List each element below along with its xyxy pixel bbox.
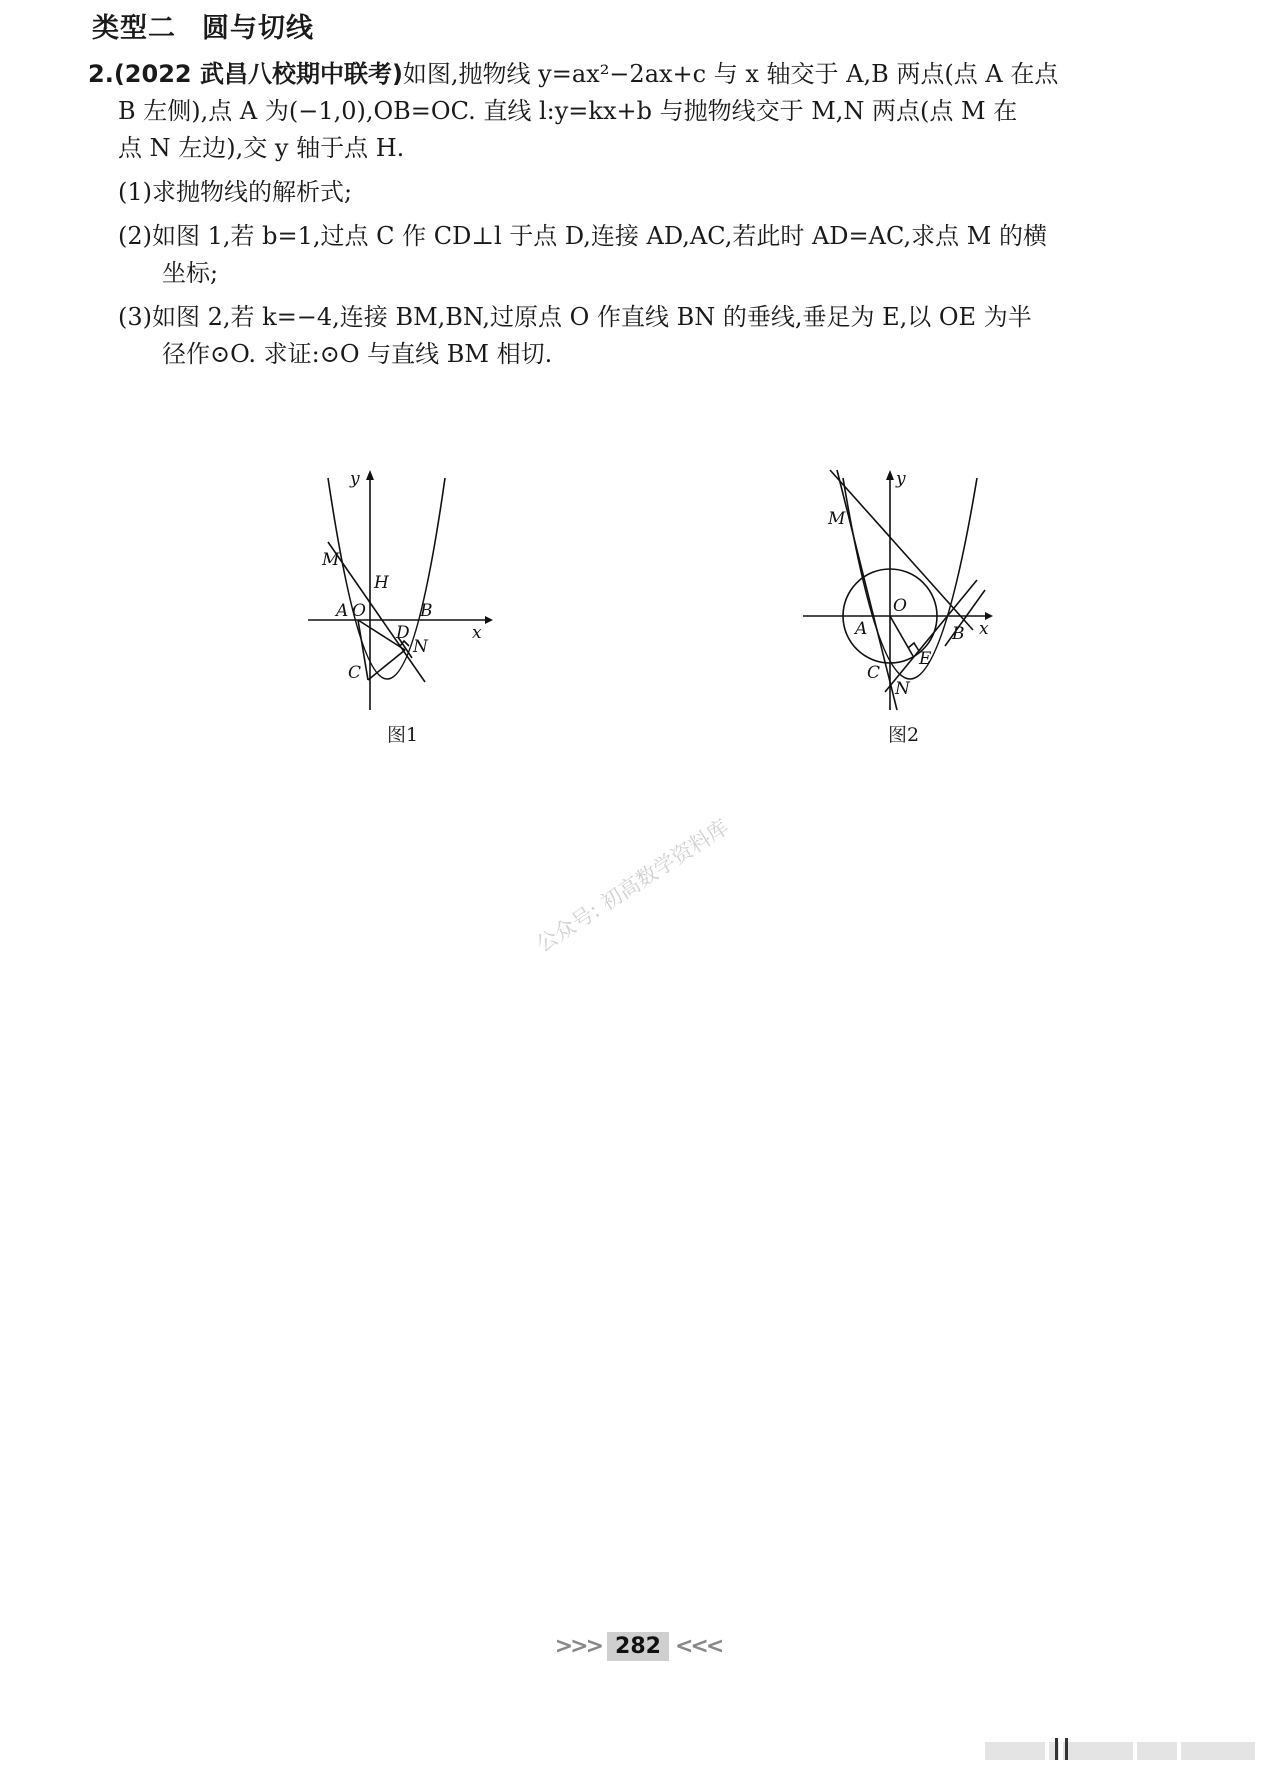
stem-line-3: 点 N 左边),交 y 轴于点 H. <box>118 134 405 162</box>
fig2-label-c: C <box>867 663 881 683</box>
problem-block <box>88 56 1200 373</box>
part-2-line-2: 坐标; <box>162 259 219 287</box>
page-arrows-left: >>> <box>554 1634 602 1659</box>
scan-barcode-mark <box>985 1738 1255 1760</box>
fig1-label-o: O <box>352 601 366 621</box>
part-2 <box>88 218 1200 292</box>
page-arrows-right: <<< <box>674 1634 722 1659</box>
section-title <box>92 6 314 45</box>
part-3-line-1: (3)如图 2,若 k=−4,连接 BM,BN,过原点 O 作直线 BN 的垂线,垂足为 E,以 OE 为半 <box>118 303 1032 331</box>
stem-line-2: B 左侧),点 A 为(−1,0),OB=OC. 直线 l:y=kx+b 与抛物线交于 M,N 两点(点 M 在 <box>118 97 1018 125</box>
fig1-label-x: x <box>472 623 482 643</box>
fig2-label-a: A <box>855 619 868 639</box>
fig1-label-y: y <box>350 469 360 489</box>
part-1-text: (1)求抛物线的解析式; <box>118 178 353 206</box>
section-title-text: 圆与切线 <box>202 13 314 44</box>
figure-2-caption: 图2 <box>888 724 920 746</box>
fig1-label-h: H <box>374 573 389 593</box>
fig2-segment-oe <box>890 616 913 656</box>
stem-line-1: 如图,抛物线 y=ax²−2ax+c 与 x 轴交于 A,B 两点(点 A 在点 <box>402 60 1059 88</box>
page-number-block <box>548 1632 728 1661</box>
fig2-label-n: N <box>895 679 910 699</box>
page-number: 282 <box>607 1632 669 1661</box>
fig1-x-arrow <box>485 616 493 624</box>
watermark: 公众号: 初高数学资料库 <box>532 814 733 957</box>
problem-source: (2022 武昌八校期中联考) <box>113 60 403 88</box>
part-3 <box>88 299 1200 373</box>
part-3-line-2: 径作⊙O. 求证:⊙O 与直线 BM 相切. <box>162 340 553 368</box>
part-2-line-1: (2)如图 1,若 b=1,过点 C 作 CD⊥l 于点 D,连接 AD,AC,若此时 AD=AC,求点 M 的横 <box>118 222 1047 250</box>
problem-number: 2. <box>88 60 114 88</box>
fig1-label-c: C <box>348 663 362 683</box>
fig2-label-e: E <box>919 649 932 669</box>
fig2-label-x: x <box>979 619 989 639</box>
fig2-y-arrow <box>886 470 894 480</box>
fig1-label-d: D <box>396 623 410 643</box>
part-1 <box>88 174 1200 211</box>
fig2-label-o: O <box>893 596 907 616</box>
fig2-label-y: y <box>896 469 906 489</box>
figure-2 <box>795 460 1015 720</box>
fig1-label-m: M <box>322 550 340 570</box>
figure-1 <box>300 460 500 710</box>
problem-stem <box>88 56 1200 167</box>
fig1-label-n: N <box>413 637 428 657</box>
figure-1-caption: 图1 <box>387 724 419 746</box>
fig2-label-b: B <box>952 624 965 644</box>
fig1-label-b: B <box>420 601 433 621</box>
fig1-label-a: A <box>336 601 349 621</box>
fig1-segment-cd <box>368 650 405 680</box>
fig1-y-arrow <box>366 470 374 480</box>
section-type-label: 类型二 <box>92 13 176 44</box>
fig2-label-m: M <box>828 509 846 529</box>
